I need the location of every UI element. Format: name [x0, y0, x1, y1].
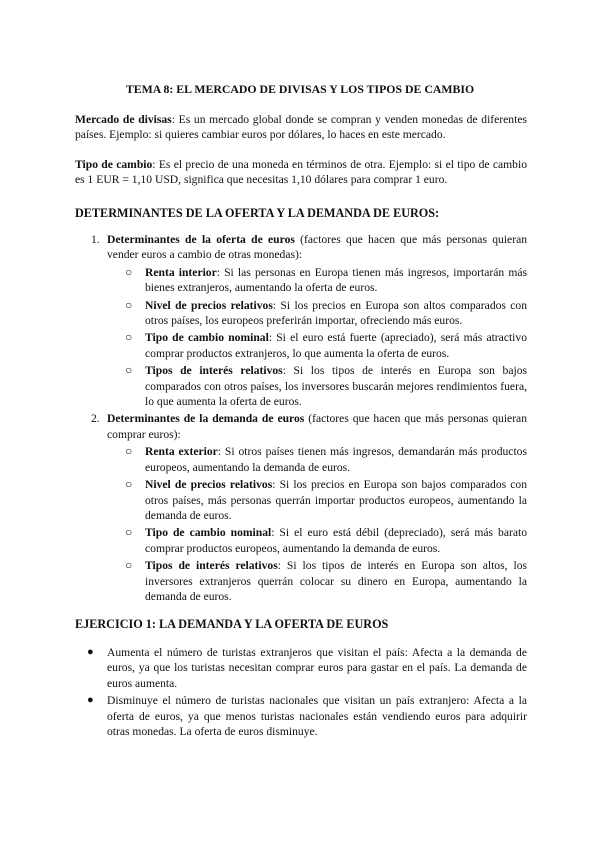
page-title: TEMA 8: EL MERCADO DE DIVISAS Y LOS TIPOS DE CAMBIO	[125, 82, 475, 96]
sub-list-item	[125, 444, 527, 475]
bullet-item	[87, 693, 527, 739]
circle-bullet-icon: ○	[125, 444, 133, 459]
sub-list-item	[125, 330, 527, 361]
circle-bullet-icon: ○	[125, 363, 133, 378]
circle-bullet-icon: ○	[125, 558, 133, 573]
sub-item-text: : Si las personas en Europa tienen más ingresos, importarán más bienes extranjeros, aumentando la oferta de euros.	[145, 265, 527, 295]
sub-item-term: Tipo de cambio nominal	[145, 331, 269, 345]
sub-item-text: : Si el euro está fuerte (apreciado), será más atractivo comprar productos extranjeros, lo que aumenta la oferta de euros.	[145, 331, 527, 360]
sub-item-text: : Si los precios en Europa son bajos comparados con otros países, más personas querrán importar productos europeos, aumentando la demanda de euros.	[145, 478, 527, 522]
list-number: 1.	[91, 233, 100, 246]
bullet-text: Disminuye el número de turistas nacionales que visitan un país extranjero: Afecta a la oferta de euros, ya que menos turistas nacionales están vendiendo euros para adquirir otras monedas. La oferta de euros disminuye.	[107, 694, 527, 739]
circle-bullet-icon: ○	[125, 330, 133, 345]
sub-list-item	[125, 525, 527, 556]
sub-item-text: : Si los tipos de interés en Europa son altos, los inversores extranjeros querrán colocar su dinero en Europa, aumentando la demanda de euros.	[145, 559, 528, 603]
definition-text: : Es el precio de una moneda en términos de otra. Ejemplo: si el tipo de cambio es 1 EUR = 1,10 USD, significa que necesitas 1,10 dólares para comprar 1 euro.	[75, 158, 527, 187]
list-item-text: (factores que hacen que más personas quieran vender euros a cambio de otras monedas):	[107, 233, 528, 262]
sub-list-item	[125, 264, 527, 296]
circle-bullet-icon: ○	[125, 525, 133, 540]
definition-mercado-de-divisas	[75, 112, 527, 143]
sub-list-item	[125, 558, 528, 604]
definition-term: Tipo de cambio	[75, 158, 153, 171]
definition-tipo-de-cambio	[75, 157, 527, 188]
definition-term: Mercado de divisas	[75, 113, 172, 126]
circle-bullet-icon: ○	[125, 264, 133, 279]
list-item-demanda	[91, 411, 528, 604]
list-item-term: Determinantes de la oferta de euros	[107, 233, 295, 246]
sub-list-demanda	[125, 444, 528, 604]
list-item-oferta	[91, 232, 528, 409]
circle-bullet-icon: ○	[125, 297, 133, 312]
bullet-item	[87, 645, 527, 691]
circle-bullet-icon: ○	[125, 477, 133, 492]
bullet-text: Aumenta el número de turistas extranjeros que visitan el país: Afecta a la demanda de euros, ya que los turistas necesitan comprar euros para gastar en el país. La demanda de euros aumenta.	[107, 646, 527, 690]
sub-item-text: : Si los precios en Europa son altos comparados con otros países, los europeos preferirán importar, ofreciendo más euros.	[145, 298, 528, 328]
sub-list-oferta	[125, 264, 528, 410]
bullet-icon: ●	[87, 694, 94, 707]
determinants-list	[91, 232, 528, 606]
sub-item-term: Tipos de interés relativos	[145, 364, 283, 378]
sub-item-term: Renta exterior	[145, 445, 218, 459]
exercise-bullet-list	[87, 645, 527, 741]
sub-item-text: : Si los tipos de interés en Europa son bajos comparados con otros países, los inversores buscarán mejores rendimientos fuera, lo que aumenta la oferta de euros.	[145, 364, 528, 409]
section-heading-ejercicio-1: EJERCICIO 1: LA DEMANDA Y LA OFERTA DE EUROS	[75, 617, 389, 631]
sub-item-term: Nivel de precios relativos	[145, 298, 273, 312]
sub-item-term: Nivel de precios relativos	[145, 478, 273, 492]
sub-item-text: : Si el euro está débil (depreciado), será más barato comprar productos europeos, aumentando la demanda de euros.	[145, 526, 527, 555]
sub-list-item	[125, 477, 527, 523]
sub-item-text: : Si otros países tienen más ingresos, demandarán más productos europeos, aumentando la demanda de euros.	[145, 445, 527, 474]
sub-item-term: Tipo de cambio nominal	[145, 526, 272, 540]
sub-item-term: Tipos de interés relativos	[145, 559, 278, 573]
list-number: 2.	[91, 412, 100, 426]
sub-list-item	[125, 363, 528, 409]
sub-item-term: Renta interior	[145, 265, 217, 279]
list-item-text: (factores que hacen que más personas quieran comprar euros):	[107, 412, 527, 441]
list-item-term: Determinantes de la demanda de euros	[107, 412, 305, 426]
bullet-icon: ●	[87, 646, 94, 658]
section-heading-determinantes: DETERMINANTES DE LA OFERTA Y LA DEMANDA DE EUROS:	[75, 206, 440, 220]
definition-text: : Es un mercado global donde se compran y venden monedas de diferentes países. Ejemplo: si quieres cambiar euros por dólares, lo haces en este mercado.	[75, 113, 527, 142]
sub-list-item	[125, 297, 528, 329]
